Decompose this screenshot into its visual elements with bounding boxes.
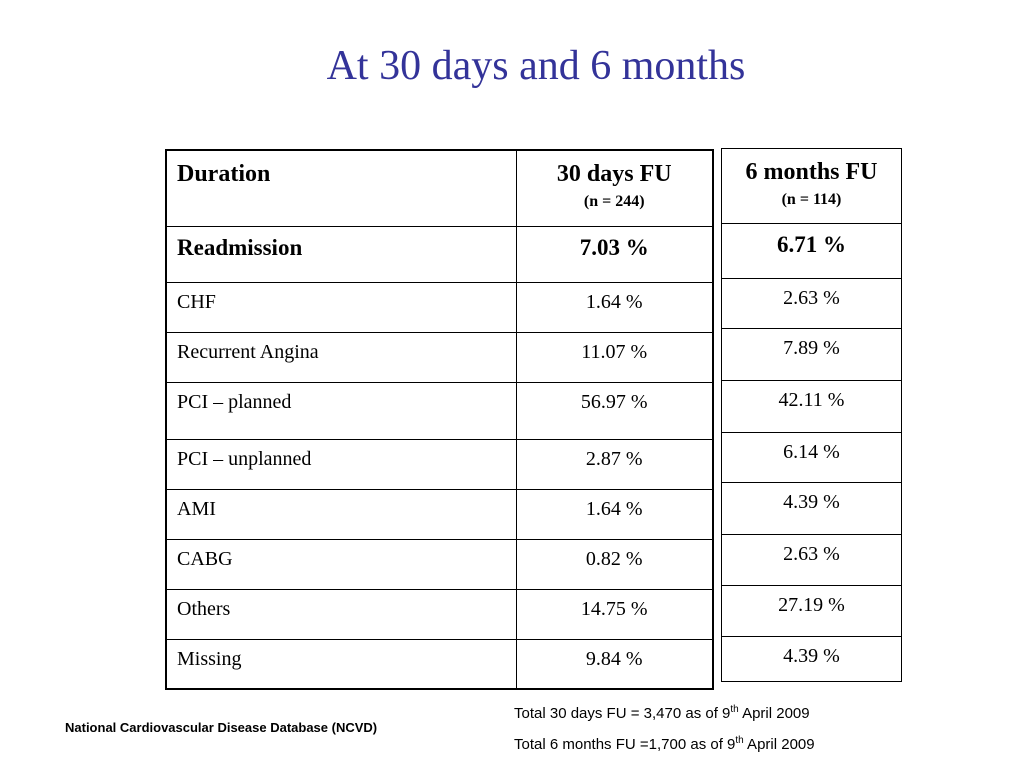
row-value xyxy=(516,439,713,489)
cell-value: 11.07 % xyxy=(581,340,648,363)
table-row xyxy=(722,483,902,535)
header-6-months-n: (n = 114) xyxy=(781,191,842,208)
cell-value: 4.39 % xyxy=(783,645,840,667)
total-6m-superscript: th xyxy=(735,735,744,746)
row-value xyxy=(516,332,713,382)
row-label xyxy=(166,439,516,489)
total-30-date: April 2009 xyxy=(738,705,810,722)
cell-label: CABG xyxy=(177,547,233,570)
cell-value: 56.97 % xyxy=(580,390,648,413)
row-label xyxy=(166,539,516,589)
header-duration-label: Duration xyxy=(177,161,271,187)
row-value xyxy=(722,381,902,433)
row-label xyxy=(166,226,516,282)
header-6-months xyxy=(722,149,902,224)
cell-value: 0.82 % xyxy=(585,547,643,570)
table-row xyxy=(722,433,902,483)
row-value xyxy=(722,483,902,535)
row-value xyxy=(516,282,713,332)
table-row xyxy=(722,279,902,329)
cell-value: 2.63 % xyxy=(783,543,840,565)
cell-value: 7.89 % xyxy=(783,337,840,359)
table-row xyxy=(722,381,902,433)
cell-label: Recurrent Angina xyxy=(177,340,319,363)
cell-label: PCI – unplanned xyxy=(177,447,312,470)
row-value xyxy=(722,224,902,279)
total-6m-date: April 2009 xyxy=(743,736,815,753)
cell-value: 2.87 % xyxy=(585,447,643,470)
table-row xyxy=(166,589,713,639)
row-value xyxy=(516,589,713,639)
table-row xyxy=(722,535,902,586)
table-row xyxy=(166,539,713,589)
cell-value: 14.75 % xyxy=(580,597,648,620)
row-value xyxy=(722,329,902,381)
cell-value: 4.39 % xyxy=(783,491,840,513)
row-value xyxy=(516,382,713,439)
row-value xyxy=(722,586,902,637)
row-value xyxy=(516,539,713,589)
total-30-superscript: th xyxy=(730,704,739,715)
header-30-days xyxy=(516,150,713,226)
table-30-days xyxy=(165,149,714,690)
cell-label: AMI xyxy=(177,497,216,520)
total-6-months-note xyxy=(514,735,815,753)
row-value xyxy=(516,226,713,282)
cell-label: Others xyxy=(177,597,231,620)
row-value xyxy=(722,535,902,586)
table-6-months xyxy=(721,148,902,682)
cell-value: 42.11 % xyxy=(778,389,845,411)
cell-label: PCI – planned xyxy=(177,390,292,413)
total-30-text: Total 30 days FU = 3,470 as of 9 xyxy=(514,705,731,722)
cell-value: 2.63 % xyxy=(783,287,840,309)
readmission-value: 7.03 % xyxy=(579,234,649,260)
cell-label: CHF xyxy=(177,290,216,313)
table-row xyxy=(166,382,713,439)
slide-title: At 30 days and 6 months xyxy=(326,43,746,89)
row-label xyxy=(166,332,516,382)
table-row xyxy=(166,439,713,489)
row-value xyxy=(722,637,902,682)
source-note: National Cardiovascular Disease Database (NCVD) xyxy=(65,720,378,735)
row-value xyxy=(516,639,713,689)
header-30-days-label: 30 days FU xyxy=(556,161,672,187)
total-30-days-note xyxy=(514,704,810,722)
cell-value: 1.64 % xyxy=(585,497,643,520)
row-label xyxy=(166,639,516,689)
header-duration xyxy=(166,150,516,226)
table-row-readmission xyxy=(722,224,902,279)
table-row xyxy=(722,329,902,381)
cell-value: 9.84 % xyxy=(585,647,643,670)
header-30-days-n: (n = 244) xyxy=(583,193,645,210)
header-6-months-label: 6 months FU xyxy=(745,159,878,185)
readmission-value: 6.71 % xyxy=(777,232,846,257)
table-header-row xyxy=(166,150,713,226)
row-label xyxy=(166,589,516,639)
table-row-readmission xyxy=(166,226,713,282)
total-6m-text: Total 6 months FU =1,700 as of 9 xyxy=(514,736,736,753)
readmission-label: Readmission xyxy=(177,234,303,260)
table-row xyxy=(166,639,713,689)
cell-value: 27.19 % xyxy=(778,594,845,616)
table-row xyxy=(166,282,713,332)
row-label xyxy=(166,282,516,332)
row-label xyxy=(166,489,516,539)
cell-label: Missing xyxy=(177,647,242,670)
cell-value: 6.14 % xyxy=(783,441,840,463)
row-value xyxy=(722,433,902,483)
table-header-row xyxy=(722,149,902,224)
table-row xyxy=(166,332,713,382)
row-value xyxy=(722,279,902,329)
table-row xyxy=(722,637,902,682)
row-value xyxy=(516,489,713,539)
table-row xyxy=(722,586,902,637)
table-row xyxy=(166,489,713,539)
cell-value: 1.64 % xyxy=(585,290,643,313)
row-label xyxy=(166,382,516,439)
